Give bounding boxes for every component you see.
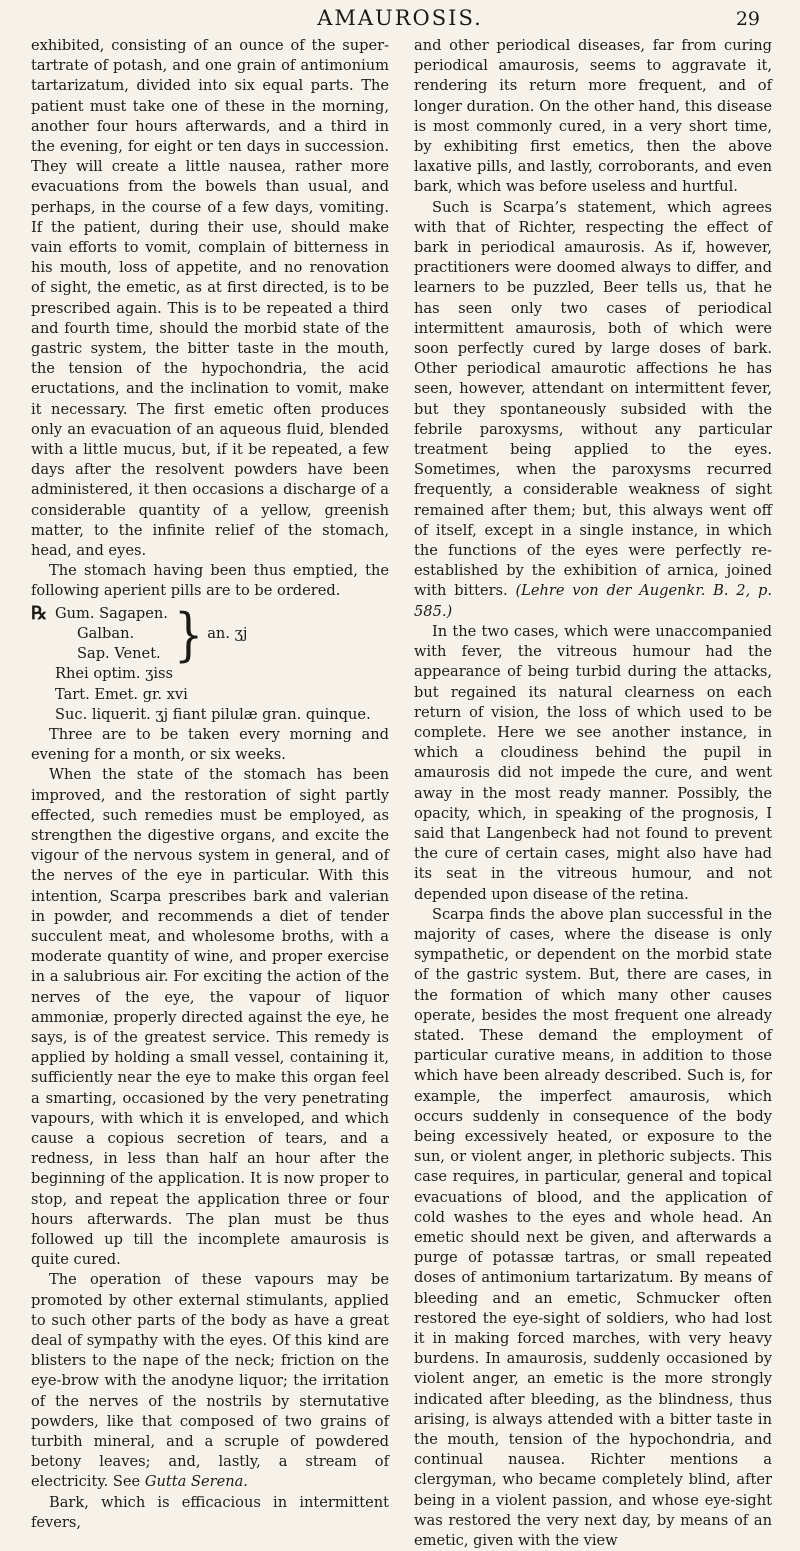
paragraph: Scarpa finds the above plan successful in the majority of cases, where the disease is only sympathetic, or dependent on the morbid state of the gastric system. But, there are cases, in the formation of which many other causes operate, besides the most frequent one already stated. These demand the employment of particular curative means, in addition to those which have been already described. Such is, for example, the imperfect amaurosis, which occurs suddenly in consequence of the body being excessively heated, or exposure to the sun, or violent anger, in plethoric subjects. This case requires, in particular, general and topical evacuations of blood, and the application of cold washes to the eyes and whole head. An emetic should next be given, and afterwards a purge of potassæ tartras, or small repeated doses of antimonium tartarizatum. By means of bleeding and an emetic, Schmucker often restored the eye-sight of soldiers, who had lost it in making forced marches, with very heavy burdens. In amaurosis, suddenly occasioned by violent anger, an emetic is the more strongly indicated after bleeding, as the blindness, thus arising, is always attended with a bitter taste in the mouth, tension of the hypochondria, and continual nausea. Richter mentions a clergyman, who became completely blind, after being in a violent passion, and whose eye-sight was restored the very next day, by means of an emetic, given with the view [414, 905, 772, 1550]
page-header [0, 6, 800, 36]
left-column [31, 36, 389, 1533]
paragraph: Bark, which is efficacious in intermittent fevers, [31, 1493, 389, 1531]
ingredient: Sap. Venet. [77, 645, 161, 663]
paragraph: Three are to be taken every morning and evening for a month, or six weeks. [31, 725, 389, 764]
paragraph: and other periodical diseases, far from curing periodical amaurosis, seems to aggravate it, rendering its return more frequent, and of longer duration. On the other hand, this disease is most commonly cured, in a very short time, by exhibiting first emetics, then the above laxative pills, and lastly, corroborants, and even bark, which was before useless and hurtful. [414, 37, 772, 196]
page-number: 29 [735, 8, 760, 30]
cross-reference: Gutta Serena. [144, 1473, 248, 1491]
paragraph: The stomach having been thus emptied, the following aperient pills are to be ordered. [31, 562, 389, 600]
paragraph: When the state of the stomach has been improved, and the restoration of sight partly effected, such remedies must be employed, as strengthen the digestive organs, and excite the vigour of the nervous system in general, and of the nerves of the eye in particular. With this intention, Scarpa prescribes bark and valerian in powder, and recommends a diet of tender succulent meat, and wholesome broths, with a moderate quantity of wine, and proper exercise in a salubrious air. For exciting the action of the nerves of the eye, the vapour of liquor ammoniæ, properly directed against the eye, he says, is of the greatest service. This remedy is applied by holding a small vessel, containing it, sufficiently near the eye to make this organ feel a smarting, occasioned by the very penetrating vapours, with which it is enveloped, and which cause a copious secretion of tears, and a redness, in less than half an hour after the beginning of the application. It is now proper to stop, and repeat the application three or four hours afterwards. The plan must be thus followed up till the incomplete amaurosis is quite cured. [31, 766, 389, 1269]
running-title: AMAUROSIS. [317, 6, 483, 30]
paragraph-text: The operation of these vapours may be promoted by other external stimulants, applied to such other parts of the body as have a great deal of sympathy with the eyes. Of this kind are blisters to the nape of the neck; friction on the eye-brow with the anodyne liquor; the irritation of the nerves of the nostrils by sternutative powders, like that composed of two grains of turbith mineral, and a scruple of powdered betony leaves; and, lastly, a stream of electricity. See [31, 1271, 389, 1491]
paragraph [31, 1270, 389, 1492]
prescription-braced-group [31, 600, 389, 668]
recipe-symbol: ℞ [31, 602, 48, 624]
paragraph [414, 198, 772, 622]
brace-glyph: } [173, 600, 204, 668]
ingredient: Rhei optim. ʒiss [55, 665, 173, 683]
paragraph: exhibited, consisting of an ounce of the super-tartrate of potash, and one grain of antimonium tartarizatum, divided into six equal parts. The patient must take one of these in the morning, another four hours afterwards, and a third in the evening, for eight or ten days in succession. They will create a little nausea, rather more evacuations from the bowels than usual, and perhaps, in the course of a few days, vomiting. If the patient, during their use, should make vain efforts to vomit, complain of bitterness in his mouth, loss of appetite, and no renovation of sight, the emetic, as at first directed, is to be prescribed again. This is to be repeated a third and fourth time, should the morbid state of the gastric system, the bitter taste in the mouth, the tension of the hypochondria, the acid eructations, and the inclination to vomit, make it necessary. The first emetic often produces only an evacuation of an aqueous fluid, blended with a little mucus, but, if it be repeated, a few days after the resolvent powders have been administered, it then occasions a discharge of a considerable quantity of a yellow, greenish matter, to the infinite relief of the stomach, head, and eyes. [31, 37, 389, 560]
ingredient: Suc. liquerit. ʒj fiant pilulæ gran. quinque. [55, 705, 371, 723]
right-column [414, 36, 772, 1551]
prescription [31, 600, 389, 725]
ingredient-quantity: an. ʒj [207, 624, 248, 642]
ingredient: Tart. Emet. gr. xvi [55, 685, 188, 703]
braced-ingredients [55, 604, 168, 665]
citation: (Lehre von der Augenkr. B. 2, p. 585.) [414, 582, 772, 620]
ingredient: Gum. Sagapen. [55, 604, 168, 622]
paragraph-text: Such is Scarpa’s statement, which agrees with that of Richter, respecting the effect of bark in periodical amaurosis. As if, however, practitioners were doomed always to differ, and learners to be puzzled, Beer tells us, that he has seen only two cases of periodical intermittent amaurosis, both of which were soon perfectly cured by large doses of bark. Other periodical amaurotic affections he has seen, however, attendant on intermittent fever, but they spontaneously subsided with the febrile paroxysms, without any particular treatment being applied to the eyes. Sometimes, when the paroxysms recurred frequently, a considerable weakness of sight remained after them; but, this always went off of itself, except in a single instance, in which the functions of the eyes were perfectly re-established by the exhibition of arnica, joined with bitters. [414, 198, 772, 600]
brace-group [55, 600, 248, 668]
paragraph: In the two cases, which were unaccompanied with fever, the vitreous humour had the appearance of being turbid during the attacks, but regained its natural clearness on each return of vision, the loss of which used to be complete. Here we see another instance, in which a cloudiness behind the pupil in amaurosis did not impede the cure, and went away in the most ready manner. Possibly, the opacity, which, in speaking of the prognosis, I said that Langenbeck had not found to prevent the cure of certain cases, might also have had its seat in the vitreous humour, and not depended upon disease of the retina. [414, 622, 772, 903]
ingredient: Galban. [77, 624, 135, 642]
